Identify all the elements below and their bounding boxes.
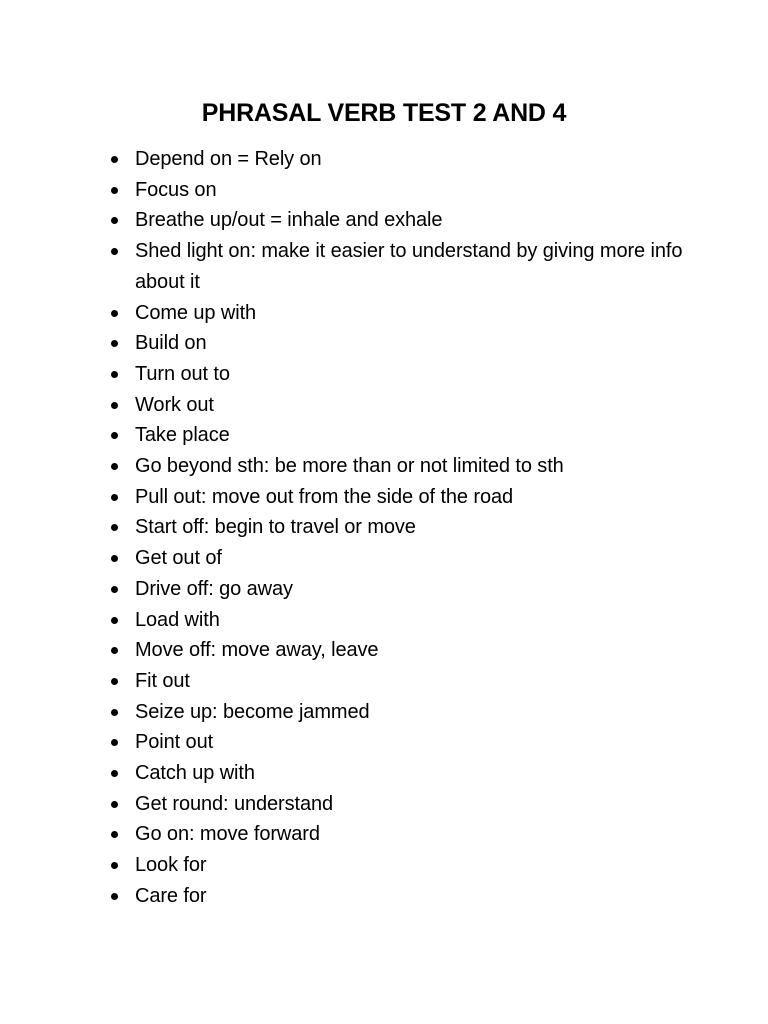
list-item-text: Get round: understand (135, 792, 334, 815)
list-item-text: Load with (135, 608, 220, 631)
bullet-icon (111, 524, 118, 531)
bullet-icon (111, 770, 118, 777)
list-item-text: Care for (135, 884, 207, 907)
list-item (108, 420, 688, 451)
bullet-icon (111, 739, 118, 746)
bullet-icon (111, 678, 118, 685)
list-item (108, 543, 688, 574)
bullet-icon (111, 310, 118, 317)
list-item (108, 697, 688, 728)
list-item-text: Look for (135, 854, 207, 877)
list-item-text: Build on (135, 332, 207, 355)
list-item (108, 205, 688, 236)
list-item-text: Shed light on: make it easier to understand by giving more info about it (135, 240, 683, 293)
list-item-text: Start off: begin to travel or move (135, 516, 416, 539)
bullet-icon (111, 156, 118, 163)
list-item (108, 574, 688, 605)
list-item (108, 359, 688, 390)
list-item-text: Catch up with (135, 762, 255, 785)
bullet-icon (111, 371, 118, 378)
list-item-text: Depend on = Rely on (135, 148, 322, 170)
list-item (108, 881, 688, 912)
list-item (108, 390, 688, 421)
bullet-icon (111, 831, 118, 838)
list-item (108, 635, 688, 666)
bullet-icon (111, 402, 118, 409)
list-item (108, 298, 688, 329)
bullet-icon (111, 801, 118, 808)
bullet-icon (111, 340, 118, 347)
bullet-icon (111, 555, 118, 562)
bullet-icon (111, 248, 118, 255)
list-item (108, 605, 688, 636)
bullet-icon (111, 862, 118, 869)
list-item (108, 727, 688, 758)
list-item-text: Seize up: become jammed (135, 700, 370, 723)
bullet-icon (111, 586, 118, 593)
list-item (108, 850, 688, 881)
list-item (108, 328, 688, 359)
list-item (108, 175, 688, 206)
list-item (108, 819, 688, 850)
list-item-text: Breathe up/out = inhale and exhale (135, 209, 443, 232)
bullet-icon (111, 617, 118, 624)
list-item (108, 512, 688, 543)
list-item (108, 666, 688, 697)
list-item-text: Drive off: go away (135, 577, 293, 600)
list-item-text: Work out (135, 393, 214, 416)
list-item (108, 789, 688, 820)
list-item-text: Come up with (135, 301, 257, 324)
bullet-icon (111, 893, 118, 900)
list-item (108, 144, 688, 175)
phrasal-verb-list (108, 144, 688, 912)
document-title: PHRASAL VERB TEST 2 AND 4 (201, 99, 567, 127)
bullet-icon (111, 494, 118, 501)
list-item (108, 236, 688, 297)
list-item-text: Go on: move forward (135, 823, 320, 846)
list-item (108, 451, 688, 482)
list-item-text: Point out (135, 731, 214, 754)
list-item-text: Turn out to (135, 362, 230, 385)
list-item-text: Get out of (135, 547, 222, 570)
list-item (108, 758, 688, 789)
list-item-text: Focus on (135, 178, 217, 201)
bullet-icon (111, 709, 118, 716)
list-item-text: Take place (135, 424, 230, 447)
list-item-text: Move off: move away, leave (135, 639, 379, 662)
bullet-icon (111, 647, 118, 654)
list-item-text: Pull out: move out from the side of the road (135, 485, 514, 508)
bullet-icon (111, 463, 118, 470)
bullet-icon (111, 432, 118, 439)
bullet-icon (111, 217, 118, 224)
list-item-text: Fit out (135, 669, 190, 692)
list-item-text: Go beyond sth: be more than or not limited to sth (135, 455, 564, 478)
bullet-icon (111, 187, 118, 194)
list-item (108, 482, 688, 513)
